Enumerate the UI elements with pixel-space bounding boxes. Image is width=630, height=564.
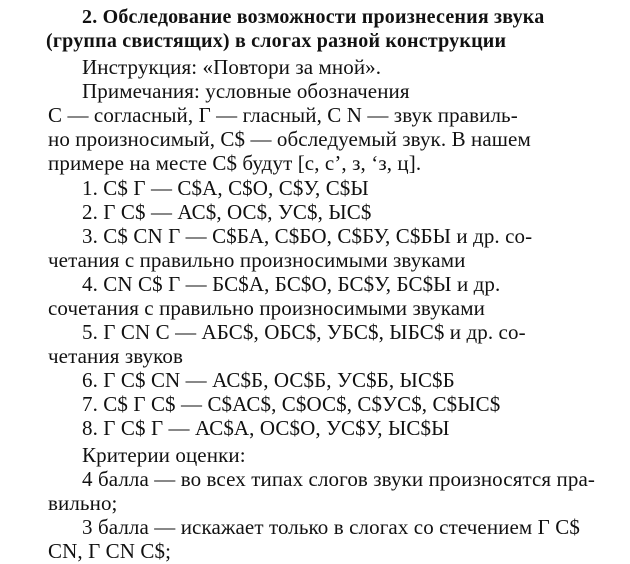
notes-line-2: но произносимый, С$ — обследуемый звук. В нашем [48, 127, 531, 151]
section-heading-line-2: (группа свистящих) в слогах разной конструкции [46, 30, 507, 52]
pattern-item-1: 1. С$ Г — С$А, С$О, С$У, С$Ы [82, 176, 369, 200]
pattern-item-3: 3. С$ CN Г — С$БА, С$БО, С$БУ, С$БЫ и др. со- [82, 224, 533, 248]
pattern-item-7: 7. С$ Г С$ — С$АС$, С$ОС$, С$УС$, С$ЫС$ [82, 392, 501, 416]
pattern-item-6: 6. Г С$ CN — АС$Б, ОС$Б, УС$Б, ЫС$Б [82, 368, 455, 392]
criteria-line-2: вильно; [48, 491, 118, 515]
pattern-item-2: 2. Г С$ — АС$, ОС$, УС$, ЫС$ [82, 200, 372, 224]
pattern-item-5-continued: четания звуков [48, 344, 183, 368]
notes-line-1: С — согласный, Г — гласный, С N — звук правиль- [48, 103, 518, 127]
pattern-item-4-continued: сочетания с правильно произносимыми звуками [48, 296, 485, 320]
criteria-line-3: 3 балла — искажает только в слогах со стечением Г С$ [82, 515, 580, 539]
criteria-line-1: 4 балла — во всех типах слогов звуки произносятся пра- [82, 467, 595, 491]
section-heading-line-1: 2. Обследование возможности произнесения звука [82, 6, 545, 28]
pattern-item-5: 5. Г CN С — АБС$, ОБС$, УБС$, ЫБС$ и др. со- [82, 320, 526, 344]
notes-line-3: примере на месте С$ будут [с, с’, з, ‘з, ц]. [48, 151, 422, 175]
notes-title: Примечания: условные обозначения [82, 79, 410, 103]
instruction-text: Инструкция: «Повтори за мной». [82, 55, 382, 79]
criteria-line-4: CN, Г CN С$; [48, 539, 172, 563]
pattern-item-3-continued: четания с правильно произносимыми звуками [48, 248, 466, 272]
criteria-title: Критерии оценки: [82, 443, 246, 467]
pattern-item-4: 4. CN С$ Г — БС$А, БС$О, БС$У, БС$Ы и др. [82, 272, 501, 296]
pattern-item-8: 8. Г С$ Г — АС$А, ОС$О, УС$У, ЫС$Ы [82, 416, 450, 440]
